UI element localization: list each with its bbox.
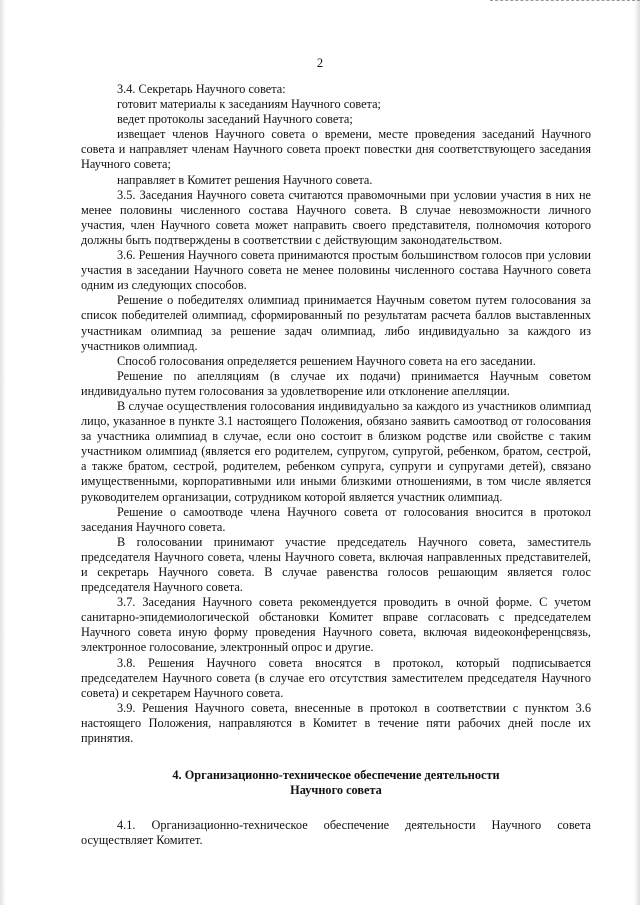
scan-top-mark — [490, 0, 640, 5]
section-3-8: 3.8. Решения Научного совета вносятся в протокол, который подписывается председателем Научного совета (в случае его отсутствия заместителем председателя Научного совета) и секретарем Научного совета. — [81, 655, 591, 700]
section-3-6-p3: Способ голосования определяется решением Научного совета на его заседании. — [117, 353, 536, 368]
section-3-7: 3.7. Заседания Научного совета рекомендуется проводить в очной форме. С учетом санитарно-эпидемиологической обстановки Комитет вправе согласовать с председателем Научного совета иную форму проведения Научного совета, включая видеоконференцсвязь, электронное голосование, электронный опрос и другие. — [81, 595, 591, 655]
document-body — [81, 82, 591, 849]
section-3-4-item: извещает членов Научного совета о времени, месте проведения заседаний Научного совета и направляет членам Научного совета проект повестки дня соответствующего заседания Научного совета; — [81, 127, 591, 172]
scan-edge-left — [0, 0, 6, 905]
section-3-6-p4: Решение по апелляциям (в случае их подачи) принимается Научным советом индивидуально путем голосования за удовлетворение или отклонение апелляции. — [81, 368, 591, 398]
section-4-heading — [81, 768, 591, 798]
section-3-6-p7: В голосовании принимают участие председатель Научного совета, заместитель председателя Научного совета, члены Научного совета, включая направленных представителей, и секретарь Научного совета. В случае равенства голосов решающим является голос председателя Научного совета. — [81, 534, 591, 595]
section-3-9: 3.9. Решения Научного совета, внесенные в протокол в соответствии с пунктом 3.6 настоящего Положения, направляются в Комитет в течение пяти рабочих дней после их принятия. — [81, 700, 591, 746]
page-number: 2 — [316, 56, 324, 70]
section-3-4-title: 3.4. Секретарь Научного совета: — [117, 82, 286, 96]
section-4-heading-line2: Научного совета — [290, 783, 382, 798]
section-3-6-p2: Решение о победителях олимпиад принимается Научным советом путем голосования за список победителей олимпиад, сформированный по результатам расчета баллов выставленных участникам олимпиад за решение задач олимпиад, либо индивидуально за каждого из участников олимпиад. — [81, 293, 591, 353]
section-3-4-item: ведет протоколы заседаний Научного совета; — [117, 112, 353, 127]
section-3-6-p5: В случае осуществления голосования индивидуально за каждого из участников олимпиад лицо, указанное в пункте 3.1 настоящего Положения, обязано заявить самоотвод от голосования за участника олимпиад в случае, если оно состоит в близком родстве или свойстве с таким участником олимпиад (является его родителем, супругом, супругой, ребенком, братом, сестрой, а также братом, сестрой, родителем, ребенком супруга, супруги и супругами детей), связано имущественными, корпоративными или иными близкими отношениями, в том числе является руководителем организации, сотрудником которой является участник олимпиад. — [81, 398, 591, 504]
scan-edge-right — [634, 0, 640, 905]
section-3-6-p6: Решение о самоотводе члена Научного совета от голосования вносится в протокол заседания Научного совета. — [81, 504, 591, 534]
section-3-4-item: направляет в Комитет решения Научного совета. — [117, 172, 373, 187]
section-4-1: 4.1. Организационно-техническое обеспечение деятельности Научного совета осуществляет Комитет. — [81, 818, 591, 848]
section-3-4-item: готовит материалы к заседаниям Научного совета; — [117, 97, 381, 112]
section-3-6-p1: 3.6. Решения Научного совета принимаются простым большинством голосов при условии участия в заседании Научного совета не менее половины численного состава Научного совета одним из следующих способов. — [81, 248, 591, 293]
section-4-heading-line1: 4. Организационно-техническое обеспечение деятельности — [172, 768, 500, 783]
section-3-5: 3.5. Заседания Научного совета считаются правомочными при условии участия в них не менее половины численного состава Научного совета. В случае невозможности личного участия, член Научного совета может направить своего представителя, полномочия которого должны быть подтверждены в соответствии с действующим законодательством. — [81, 187, 591, 247]
